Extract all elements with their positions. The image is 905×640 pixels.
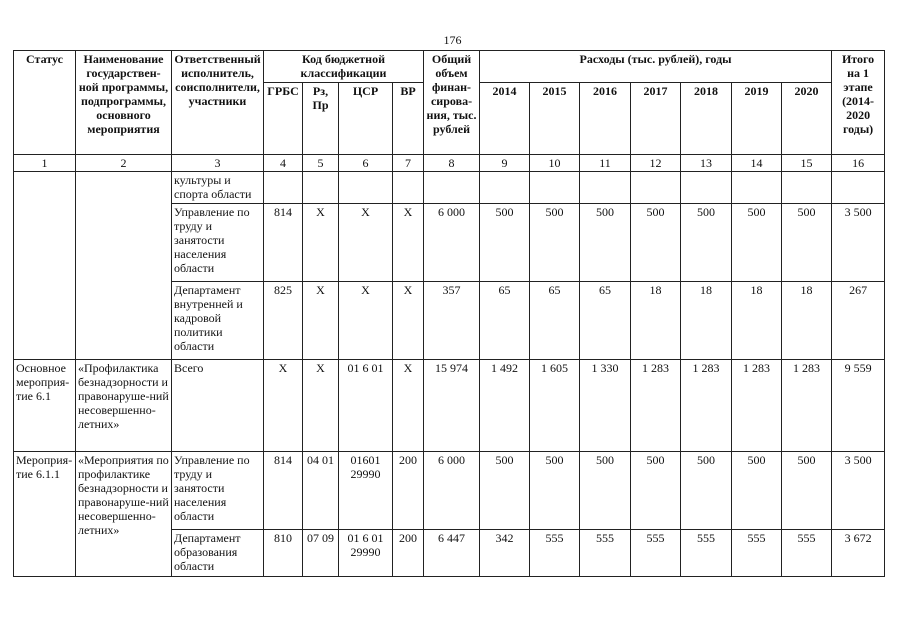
cell-year: 1 283 — [631, 360, 681, 452]
cell-year: 1 605 — [530, 360, 580, 452]
cell-total: 15 974 — [424, 360, 480, 452]
cell-year: 555 — [732, 530, 782, 577]
cell-year: 18 — [631, 282, 681, 360]
col-num: 11 — [580, 155, 631, 172]
cell-grbs: 825 — [264, 282, 303, 360]
cell-grbs: 810 — [264, 530, 303, 577]
cell-total — [424, 172, 480, 204]
cell-year: 500 — [681, 452, 732, 530]
cell-year: 18 — [732, 282, 782, 360]
cell-year: 500 — [631, 204, 681, 282]
cell-year: 500 — [631, 452, 681, 530]
cell-vr: X — [393, 282, 424, 360]
cell-executor: Департамент внутренней и кадровой политики области — [172, 282, 264, 360]
col-num: 16 — [832, 155, 885, 172]
cell-year: 1 330 — [580, 360, 631, 452]
cell-vr — [393, 172, 424, 204]
col-num: 9 — [480, 155, 530, 172]
header-year-2020: 2020 — [782, 83, 832, 155]
col-num: 8 — [424, 155, 480, 172]
cell-status: Основное мероприя-тие 6.1 — [14, 360, 76, 452]
cell-year: 555 — [631, 530, 681, 577]
cell-year: 342 — [480, 530, 530, 577]
cell-stage-total: 3 672 — [832, 530, 885, 577]
cell-year — [631, 172, 681, 204]
cell-year: 65 — [480, 282, 530, 360]
cell-rzpr — [303, 172, 339, 204]
cell-vr: X — [393, 204, 424, 282]
cell-csr: X — [339, 282, 393, 360]
header-grbs: ГРБС — [264, 83, 303, 155]
cell-status: Мероприя-тие 6.1.1 — [14, 452, 76, 577]
cell-name: «Мероприятия по профилактике безнадзорности и правонаруше-ний несовершенно-летних» — [76, 452, 172, 577]
cell-executor: Департамент образования области — [172, 530, 264, 577]
cell-csr: 01 6 01 29990 — [339, 530, 393, 577]
cell-year: 500 — [480, 204, 530, 282]
cell-executor: Всего — [172, 360, 264, 452]
header-year-2016: 2016 — [580, 83, 631, 155]
cell-grbs — [264, 172, 303, 204]
header-executor: Ответственный исполнитель, соисполнители, участники — [172, 51, 264, 155]
header-vr: ВР — [393, 83, 424, 155]
cell-year: 500 — [580, 204, 631, 282]
cell-total: 6 447 — [424, 530, 480, 577]
col-num: 15 — [782, 155, 832, 172]
cell-year: 555 — [580, 530, 631, 577]
col-num: 4 — [264, 155, 303, 172]
header-total-stage: Итого на 1 этапе (2014-2020 годы) — [832, 51, 885, 155]
col-num: 1 — [14, 155, 76, 172]
cell-year: 555 — [530, 530, 580, 577]
cell-rzpr: X — [303, 282, 339, 360]
col-num: 2 — [76, 155, 172, 172]
cell-year — [530, 172, 580, 204]
page-number: 176 — [443, 33, 462, 47]
cell-total: 6 000 — [424, 204, 480, 282]
header-year-2018: 2018 — [681, 83, 732, 155]
header-expenses: Расходы (тыс. рублей), годы — [480, 51, 832, 83]
cell-name — [76, 172, 172, 360]
cell-stage-total: 3 500 — [832, 204, 885, 282]
cell-year: 555 — [782, 530, 832, 577]
cell-executor: Управление по труду и занятости населения области — [172, 204, 264, 282]
table-row — [14, 360, 885, 452]
cell-rzpr: 07 09 — [303, 530, 339, 577]
cell-year: 1 492 — [480, 360, 530, 452]
header-status: Статус — [14, 51, 76, 155]
cell-rzpr: 04 01 — [303, 452, 339, 530]
header-total-volume: Общий объем финан-сирова-ния, тыс. рублей — [424, 51, 480, 155]
col-num: 6 — [339, 155, 393, 172]
cell-year: 500 — [732, 204, 782, 282]
cell-year — [732, 172, 782, 204]
cell-executor: Управление по труду и занятости населения области — [172, 452, 264, 530]
cell-year: 500 — [580, 452, 631, 530]
cell-status — [14, 172, 76, 360]
cell-year — [782, 172, 832, 204]
col-num: 10 — [530, 155, 580, 172]
col-num: 13 — [681, 155, 732, 172]
cell-year: 500 — [681, 204, 732, 282]
cell-csr: 01 6 01 — [339, 360, 393, 452]
header-year-2015: 2015 — [530, 83, 580, 155]
cell-year: 65 — [580, 282, 631, 360]
cell-year — [580, 172, 631, 204]
cell-year: 18 — [782, 282, 832, 360]
header-csr: ЦСР — [339, 83, 393, 155]
budget-table — [13, 50, 885, 577]
cell-csr: 01601 29990 — [339, 452, 393, 530]
col-num: 7 — [393, 155, 424, 172]
cell-csr — [339, 172, 393, 204]
cell-grbs: 814 — [264, 452, 303, 530]
cell-year: 500 — [782, 452, 832, 530]
cell-year: 555 — [681, 530, 732, 577]
col-num: 5 — [303, 155, 339, 172]
cell-year: 500 — [732, 452, 782, 530]
cell-year — [480, 172, 530, 204]
cell-year — [681, 172, 732, 204]
cell-total: 357 — [424, 282, 480, 360]
header-rzpr: Рз, Пр — [303, 83, 339, 155]
table-row — [14, 172, 885, 204]
cell-year: 65 — [530, 282, 580, 360]
cell-stage-total: 267 — [832, 282, 885, 360]
header-name: Наименование государствен-ной программы, подпрограммы, основного мероприятия — [76, 51, 172, 155]
cell-rzpr: X — [303, 204, 339, 282]
cell-vr: 200 — [393, 452, 424, 530]
cell-year: 18 — [681, 282, 732, 360]
cell-csr: X — [339, 204, 393, 282]
cell-year: 1 283 — [732, 360, 782, 452]
cell-stage-total: 3 500 — [832, 452, 885, 530]
cell-year: 500 — [480, 452, 530, 530]
cell-name: «Профилактика безнадзорности и правонаруше-ний несовершенно-летних» — [76, 360, 172, 452]
cell-vr: X — [393, 360, 424, 452]
cell-grbs: X — [264, 360, 303, 452]
column-numbers-row — [14, 155, 885, 172]
cell-year: 1 283 — [681, 360, 732, 452]
header-year-2017: 2017 — [631, 83, 681, 155]
cell-vr: 200 — [393, 530, 424, 577]
col-num: 12 — [631, 155, 681, 172]
cell-executor: культуры и спорта области — [172, 172, 264, 204]
col-num: 14 — [732, 155, 782, 172]
cell-rzpr: X — [303, 360, 339, 452]
cell-stage-total: 9 559 — [832, 360, 885, 452]
header-year-2014: 2014 — [480, 83, 530, 155]
header-year-2019: 2019 — [732, 83, 782, 155]
cell-stage-total — [832, 172, 885, 204]
cell-year: 500 — [530, 452, 580, 530]
header-budget-code: Код бюджетной классификации — [264, 51, 424, 83]
cell-year: 1 283 — [782, 360, 832, 452]
table-row — [14, 452, 885, 530]
col-num: 3 — [172, 155, 264, 172]
cell-year: 500 — [782, 204, 832, 282]
cell-year: 500 — [530, 204, 580, 282]
cell-total: 6 000 — [424, 452, 480, 530]
cell-grbs: 814 — [264, 204, 303, 282]
